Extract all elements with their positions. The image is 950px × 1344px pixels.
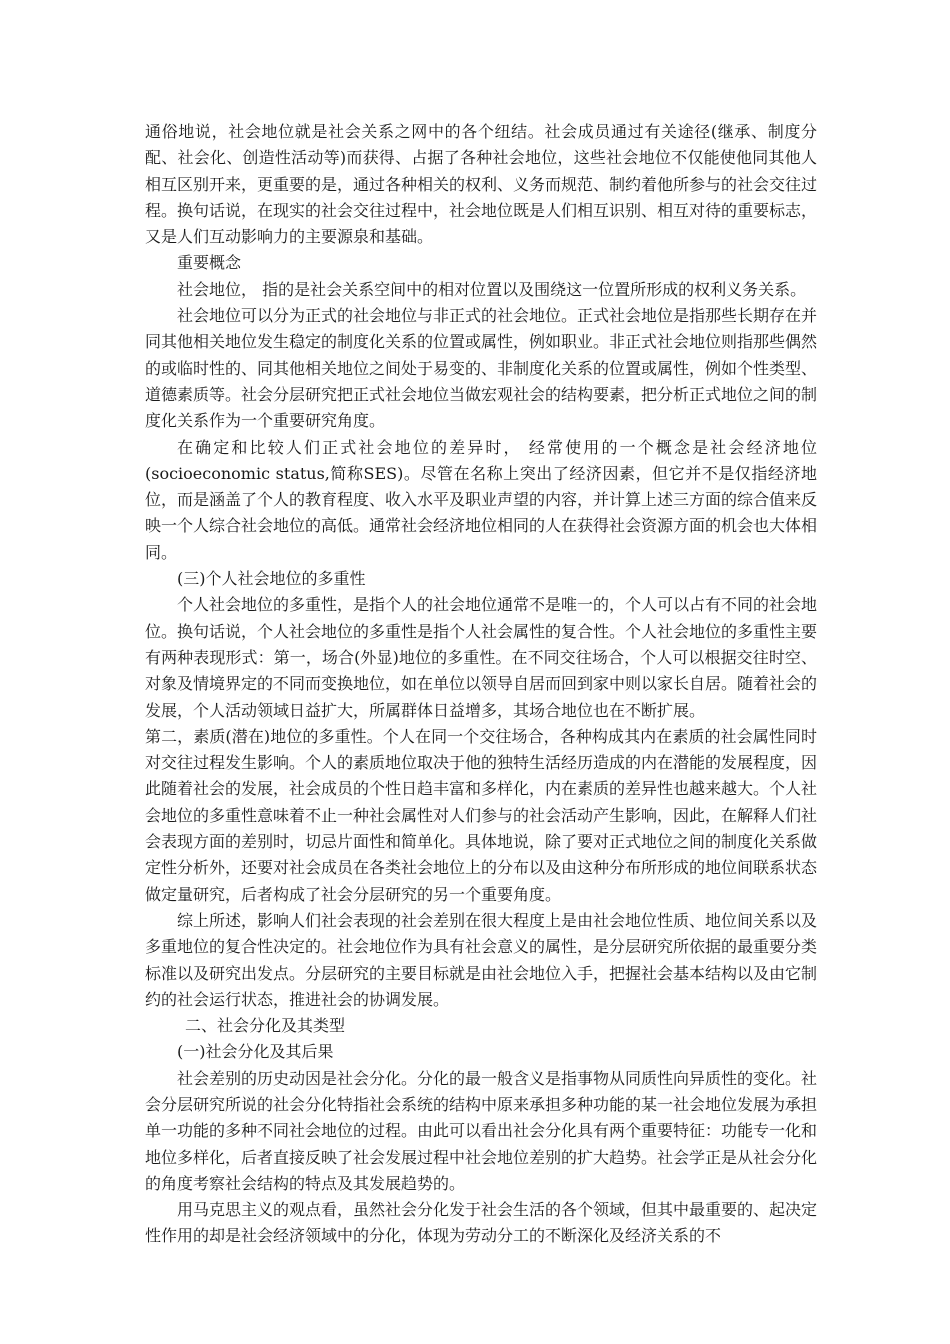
- paragraph-ses: 在确定和比较人们正式社会地位的差异时， 经常使用的一个概念是社会经济地位(socioeconomic status,简称SES)。尽管在名称上突出了经济因素，但它并不是仅指经济地位，而是涵盖了个人的教育程度、收入水平及职业声望的内容，并计算上述三方面的综合值来反映一个人综合社会地位的高低。通常社会经济地位相同的人在获得社会资源方面的机会也大体相同。: [145, 437, 818, 562]
- paragraph-intro: 通俗地说，社会地位就是社会关系之网中的各个纽结。社会成员通过有关途径(继承、制度分配、社会化、创造性活动等)而获得、占据了各种社会地位，这些社会地位不仅能使他同其他人相互区别开来，更重要的是，通过各种相关的权利、义务而规范、制约着他所参与的社会交往过程。换句话说，在现实的社会交往过程中，社会地位既是人们相互识别、相互对待的重要标志， 又是人们互动影响力的主要源泉和基础。: [145, 122, 818, 247]
- heading-differentiation: (一)社会分化及其后果: [177, 1042, 334, 1062]
- heading-key-concept: 重要概念: [177, 253, 242, 273]
- paragraph-marxist-view: 用马克思主义的观点看，虽然社会分化发于社会生活的各个领域，但其中最重要的、起决定性作用的却是社会经济领域中的分化，体现为劳动分工的不断深化及经济关系的不: [145, 1200, 818, 1246]
- paragraph-latent-status: 第二，素质(潜在)地位的多重性。个人在同一个交往场合，各种构成其内在素质的社会属性同时对交往过程发生影响。个人的素质地位取决于他的独特生活经历造成的内在潜能的发展程度，因此随着社会的发展，社会成员的个性日趋丰富和多样化，内在素质的差异性也越来越大。个人社会地位的多重性意味着不止一种社会属性对人们参与的社会活动产生影响，因此，在解释人们社会表现方面的差别时，切忌片面性和简单化。具体地说，除了要对正式地位之间的制度化关系做定性分析外，还要对社会成员在各类社会地位上的分布以及由这种分布所形成的地位间联系状态做定量研究，后者构成了社会分层研究的另一个重要角度。: [145, 726, 818, 904]
- paragraph-definition: 社会地位， 指的是社会关系空间中的相对位置以及围绕这一位置所形成的权利义务关系。: [177, 279, 807, 299]
- paragraph-differentiation: 社会差别的历史动因是社会分化。分化的最一般含义是指事物从同质性向异质性的变化。社会分层研究所说的社会分化特指社会系统的结构中原来承担多种功能的某一社会地位发展为承担单一功能的多种不同社会地位的过程。由此可以看出社会分化具有两个重要特征：功能专一化和地位多样化，后者直接反映了社会发展过程中社会地位差别的扩大趋势。社会学正是从社会分化的角度考察社会结构的特点及其发展趋势的。: [145, 1068, 818, 1193]
- paragraph-formal-status: 社会地位可以分为正式的社会地位与非正式的社会地位。正式社会地位是指那些长期存在并同其他相关地位发生稳定的制度化关系的位置或属性，例如职业。非正式社会地位则指那些偶然的或临时性的、同其他相关地位之间处于易变的、非制度化关系的位置或属性，例如个性类型、道德素质等。社会分层研究把正式社会地位当做宏观社会的结构要素，把分析正式地位之间的制度化关系作为一个重要研究角度。: [145, 306, 818, 431]
- paragraph-multiplicity: 个人社会地位的多重性，是指个人的社会地位通常不是唯一的，个人可以占有不同的社会地位。换句话说，个人社会地位的多重性是指个人社会属性的复合性。个人社会地位的多重性主要有两种表现形式：第一，场合(外显)地位的多重性。在不同交往场合，个人可以根据交往时空、对象及情境界定的不同而变换地位，如在单位以领导自居而回到家中则以家长自居。随着社会的发展，个人活动领域日益扩大，所属群体日益增多，其场合地位也在不断扩展。: [145, 595, 818, 720]
- heading-section-two: 二、社会分化及其类型: [185, 1016, 346, 1036]
- document-page: [145, 119, 817, 1250]
- paragraph-summary: 综上所述，影响人们社会表现的社会差别在很大程度上是由社会地位性质、地位间关系以及多重地位的复合性决定的。社会地位作为具有社会意义的属性，是分层研究所依据的最重要分类标准以及研究出发点。分层研究的主要目标就是由社会地位入手，把握社会基本结构以及由它制约的社会运行状态，推进社会的协调发展。: [145, 910, 818, 1009]
- heading-multiplicity: (三)个人社会地位的多重性: [177, 569, 366, 589]
